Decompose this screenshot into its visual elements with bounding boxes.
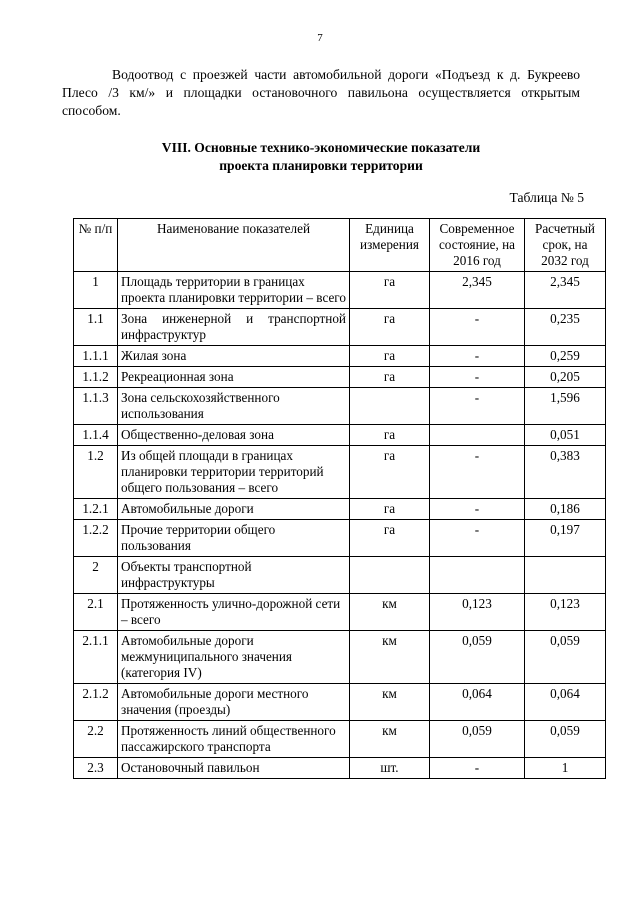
row-number: 2.1 [74, 594, 118, 631]
row-plan-value: 0,059 [525, 721, 606, 758]
page-number: 7 [317, 32, 323, 44]
row-current-value: - [430, 346, 525, 367]
row-plan-value: 0,197 [525, 520, 606, 557]
row-name: Остановочный павильон [118, 758, 350, 779]
row-current-value: 0,059 [430, 631, 525, 684]
row-number: 1.1.1 [74, 346, 118, 367]
row-current-value: 0,059 [430, 721, 525, 758]
row-plan-value: 0,123 [525, 594, 606, 631]
header-name: Наименование показателей [118, 219, 350, 272]
row-name: Площадь территории в границах проекта планировки территории – всего [118, 272, 350, 309]
row-current-value: 2,345 [430, 272, 525, 309]
row-number: 1.2.1 [74, 499, 118, 520]
row-unit: га [350, 309, 430, 346]
row-number: 1.1.2 [74, 367, 118, 388]
row-current-value: 0,123 [430, 594, 525, 631]
header-unit: Единица измерения [350, 219, 430, 272]
row-unit: га [350, 520, 430, 557]
row-current-value: - [430, 446, 525, 499]
section-title-line-1: VIII. Основные технико-экономические показатели [161, 140, 481, 155]
row-current-value: - [430, 499, 525, 520]
table-header-row [74, 219, 606, 272]
row-current-value: - [430, 309, 525, 346]
row-unit: шт. [350, 758, 430, 779]
row-unit: км [350, 594, 430, 631]
row-number: 1.1 [74, 309, 118, 346]
table-row [74, 684, 606, 721]
header-current: Современное состояние, на 2016 год [430, 219, 525, 272]
row-plan-value: 0,186 [525, 499, 606, 520]
row-number: 1 [74, 272, 118, 309]
row-name: Из общей площади в границах планировки территории территорий общего пользования – всего [118, 446, 350, 499]
row-number: 1.2.2 [74, 520, 118, 557]
row-current-value [430, 425, 525, 446]
row-number: 2 [74, 557, 118, 594]
row-unit: км [350, 721, 430, 758]
indicators-table [73, 218, 606, 779]
table-row [74, 425, 606, 446]
row-plan-value: 0,383 [525, 446, 606, 499]
row-number: 1.1.4 [74, 425, 118, 446]
row-name: Автомобильные дороги [118, 499, 350, 520]
row-name: Объекты транспортной инфраструктуры [118, 557, 350, 594]
row-number: 2.1.1 [74, 631, 118, 684]
table-row [74, 499, 606, 520]
row-unit: га [350, 367, 430, 388]
row-name: Общественно-деловая зона [118, 425, 350, 446]
row-plan-value: 1,596 [525, 388, 606, 425]
row-name: Протяженность линий общественного пассажирского транспорта [118, 721, 350, 758]
row-current-value: - [430, 388, 525, 425]
row-name: Автомобильные дороги местного значения (проезды) [118, 684, 350, 721]
row-plan-value [525, 557, 606, 594]
row-unit: га [350, 499, 430, 520]
row-unit: км [350, 684, 430, 721]
row-plan-value: 0,205 [525, 367, 606, 388]
row-name: Протяженность улично-дорожной сети – всего [118, 594, 350, 631]
row-number: 2.1.2 [74, 684, 118, 721]
table-row [74, 388, 606, 425]
table-label: Таблица № 5 [509, 190, 584, 205]
row-unit: га [350, 346, 430, 367]
row-number: 2.2 [74, 721, 118, 758]
row-name: Зона сельскохозяйственного использования [118, 388, 350, 425]
row-current-value: 0,064 [430, 684, 525, 721]
row-unit: км [350, 631, 430, 684]
row-name: Зона инженерной и транспортной инфраструктур [118, 309, 350, 346]
table-row [74, 557, 606, 594]
row-current-value: - [430, 367, 525, 388]
row-plan-value: 1 [525, 758, 606, 779]
intro-paragraph: Водоотвод с проезжей части автомобильной дороги «Подъезд к д. Букреево Плесо /3 км/» и площадки остановочного павильона осуществляется открытым способом. [62, 67, 580, 118]
row-unit [350, 388, 430, 425]
row-number: 1.2 [74, 446, 118, 499]
table-row [74, 346, 606, 367]
row-plan-value: 0,064 [525, 684, 606, 721]
row-unit: га [350, 272, 430, 309]
table-row [74, 758, 606, 779]
row-plan-value: 0,259 [525, 346, 606, 367]
table-row [74, 446, 606, 499]
table-body [74, 272, 606, 779]
row-name: Рекреационная зона [118, 367, 350, 388]
row-plan-value: 2,345 [525, 272, 606, 309]
row-plan-value: 0,051 [525, 425, 606, 446]
section-title [62, 139, 580, 175]
section-title-line-2: проекта планировки территории [219, 158, 423, 173]
row-number: 1.1.3 [74, 388, 118, 425]
row-plan-value: 0,235 [525, 309, 606, 346]
row-name: Жилая зона [118, 346, 350, 367]
table-row [74, 520, 606, 557]
row-number: 2.3 [74, 758, 118, 779]
table-row [74, 721, 606, 758]
row-current-value: - [430, 758, 525, 779]
row-unit: га [350, 425, 430, 446]
table-row [74, 272, 606, 309]
row-current-value: - [430, 520, 525, 557]
row-current-value [430, 557, 525, 594]
row-plan-value: 0,059 [525, 631, 606, 684]
row-name: Прочие территории общего пользования [118, 520, 350, 557]
table-row [74, 367, 606, 388]
table-row [74, 594, 606, 631]
row-unit [350, 557, 430, 594]
row-name: Автомобильные дороги межмуниципального значения (категория IV) [118, 631, 350, 684]
table-row [74, 631, 606, 684]
header-plan: Расчетный срок, на 2032 год [525, 219, 606, 272]
row-unit: га [350, 446, 430, 499]
header-num: № п/п [74, 219, 118, 272]
table-row [74, 309, 606, 346]
